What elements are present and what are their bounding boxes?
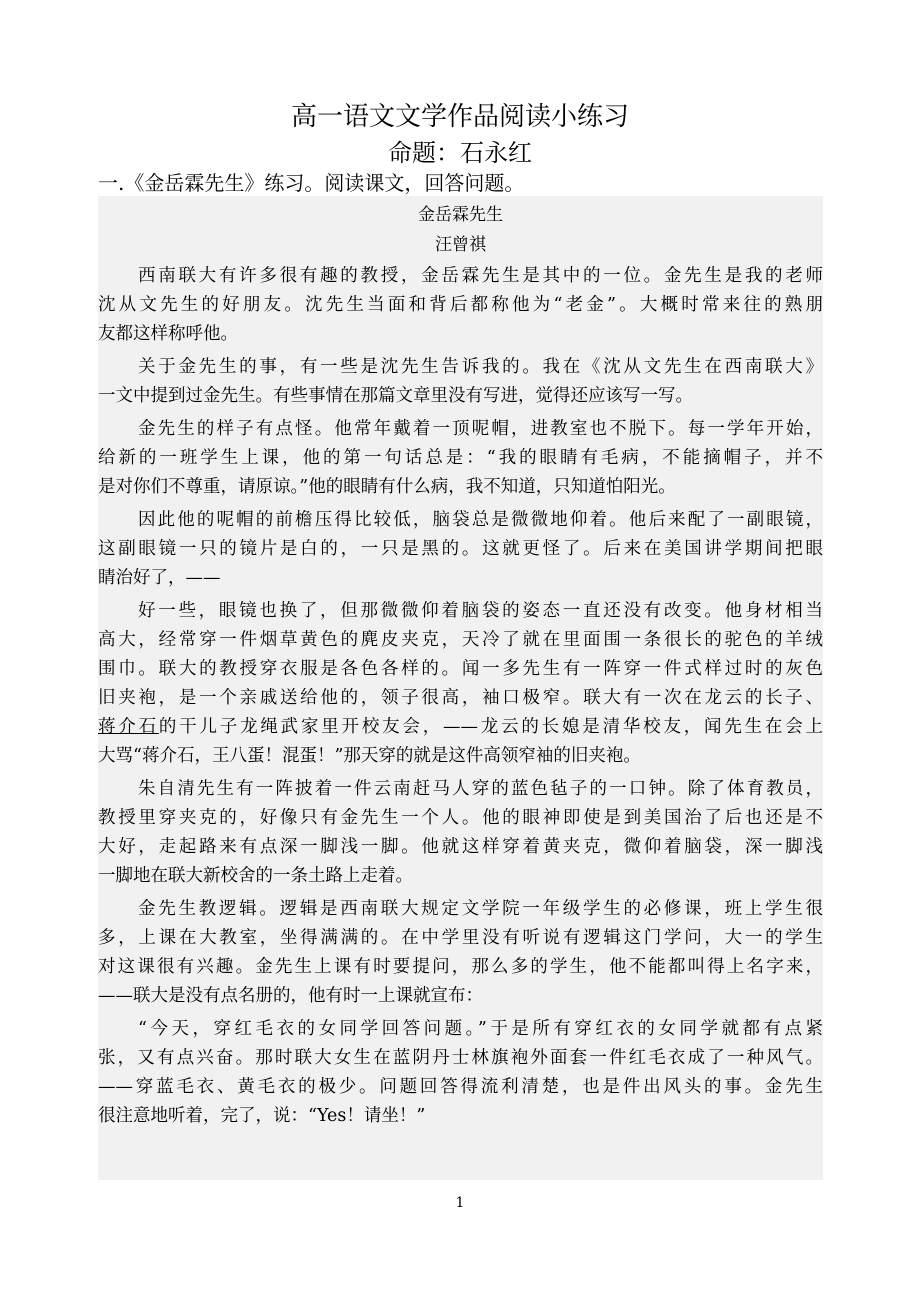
paragraph-line: 大好，走起路来有点深一脚浅一脚。他就这样穿着黄夹克，微仰着脑袋，深一脚浅 <box>98 837 823 857</box>
paragraph-line: 大骂“蒋介石，王八蛋！混蛋！”那天穿的就是这件高领窄袖的旧夹袍。 <box>98 746 641 766</box>
document-author-line: 命题：石永红 <box>388 139 532 167</box>
paragraph <box>98 597 823 771</box>
paragraph-line: 金先生教逻辑。逻辑是西南联大规定文学院一年级学生的必修课，班上学生很 <box>138 899 823 919</box>
paragraph-line: 教授里穿夹克的，好像只有金先生一个人。他的眼神即使是到美国治了后也还是不 <box>98 808 823 828</box>
paragraph-line: 给新的一班学生上课，他的第一句话总是：“我的眼睛有毛病，不能摘帽子，并不 <box>98 448 823 468</box>
paragraph-line: 友都这样称呼他。 <box>98 324 238 344</box>
paragraph-line: “今天，穿红毛衣的女同学回答问题。”于是所有穿红衣的女同学就都有点紧 <box>138 1019 823 1039</box>
paragraph-line: 围巾。联大的教授穿衣服是各色各样的。闻一多先生有一阵穿一件式样过时的灰色 <box>98 659 823 679</box>
paragraph <box>98 262 823 349</box>
paragraph <box>98 1015 823 1131</box>
paragraph <box>98 506 823 593</box>
paragraph-line: 关于金先生的事，有一些是沈先生告诉我的。我在《沈从文先生在西南联大》 <box>138 357 823 377</box>
paragraph-line: 张，又有点兴奋。那时联大女生在蓝阴丹士林旗袍外面套一件红毛衣成了一种风气。 <box>98 1048 823 1068</box>
paragraph-line: 很注意地听着，完了，说：“Yes！请坐！” <box>98 1106 426 1126</box>
paragraph-line: 沈从文先生的好朋友。沈先生当面和背后都称他为“老金”。大概时常来往的熟朋 <box>98 295 823 315</box>
paragraph <box>98 353 823 411</box>
paragraph-line: 对这课很有兴趣。金先生上课有时要提问，那么多的学生，他不能都叫得上名字来， <box>98 957 823 977</box>
passage-author: 汪曾祺 <box>435 235 486 255</box>
document-title: 高一语文文学作品阅读小练习 <box>290 102 629 132</box>
paragraph-line: 这副眼镜一只的镜片是白的，一只是黑的。这就更怪了。后来在美国讲学期间把眼 <box>98 539 823 559</box>
paragraph-line: 旧夹袍，是一个亲戚送给他的，领子很高，袖口极窄。联大有一次在龙云的长子、 <box>98 688 823 708</box>
page-number: 1 <box>455 1195 465 1211</box>
paragraph <box>98 415 823 502</box>
passage-title: 金岳霖先生 <box>418 205 503 225</box>
paragraph-line: 一脚地在联大新校舍的一条土路上走着。 <box>98 866 413 886</box>
paragraph-line: 是对你们不尊重，请原谅。”他的眼睛有什么病，我不知道，只知道怕阳光。 <box>98 477 676 497</box>
underlined-name: 蒋介石 <box>98 717 159 737</box>
paragraph-line-rest: 的干儿子龙绳武家里开校友会，——龙云的长媳是清华校友，闻先生在会上 <box>158 717 824 737</box>
paragraph-line: 因此他的呢帽的前檐压得比较低，脑袋总是微微地仰着。他后来配了一副眼镜， <box>138 510 823 530</box>
paragraph-line: ——穿蓝毛衣、黄毛衣的极少。问题回答得流利清楚，也是件出风头的事。金先生 <box>98 1077 823 1097</box>
paragraph-line: 一文中提到过金先生。有些事情在那篇文章里没有写进，觉得还应该写一写。 <box>98 386 693 406</box>
paragraph-line: 睛治好了，—— <box>98 568 221 588</box>
paragraph-line: 朱自清先生有一阵披着一件云南赶马人穿的蓝色毡子的一口钟。除了体育教员， <box>138 779 823 799</box>
paragraph-line: 好一些，眼镜也换了，但那微微仰着脑袋的姿态一直还没有改变。他身材相当 <box>138 601 823 621</box>
paragraph-line: 西南联大有许多很有趣的教授，金岳霖先生是其中的一位。金先生是我的老师 <box>138 266 823 286</box>
section-heading: 一.《金岳霖先生》练习。阅读课文，回答问题。 <box>98 171 525 195</box>
paragraph-line: 多，上课在大教室，坐得满满的。在中学里没有听说有逻辑这门学问，大一的学生 <box>98 928 823 948</box>
paragraph-line-with-name <box>98 713 823 742</box>
paragraph <box>98 775 823 891</box>
passage-body <box>98 262 823 1135</box>
paragraph-line: ——联大是没有点名册的，他有时一上课就宣布： <box>98 986 483 1006</box>
paragraph-line: 高大，经常穿一件烟草黄色的麂皮夹克，天冷了就在里面围一条很长的驼色的羊绒 <box>98 630 823 650</box>
paragraph <box>98 895 823 1011</box>
paragraph-line: 金先生的样子有点怪。他常年戴着一顶呢帽，进教室也不脱下。每一学年开始， <box>138 419 823 439</box>
